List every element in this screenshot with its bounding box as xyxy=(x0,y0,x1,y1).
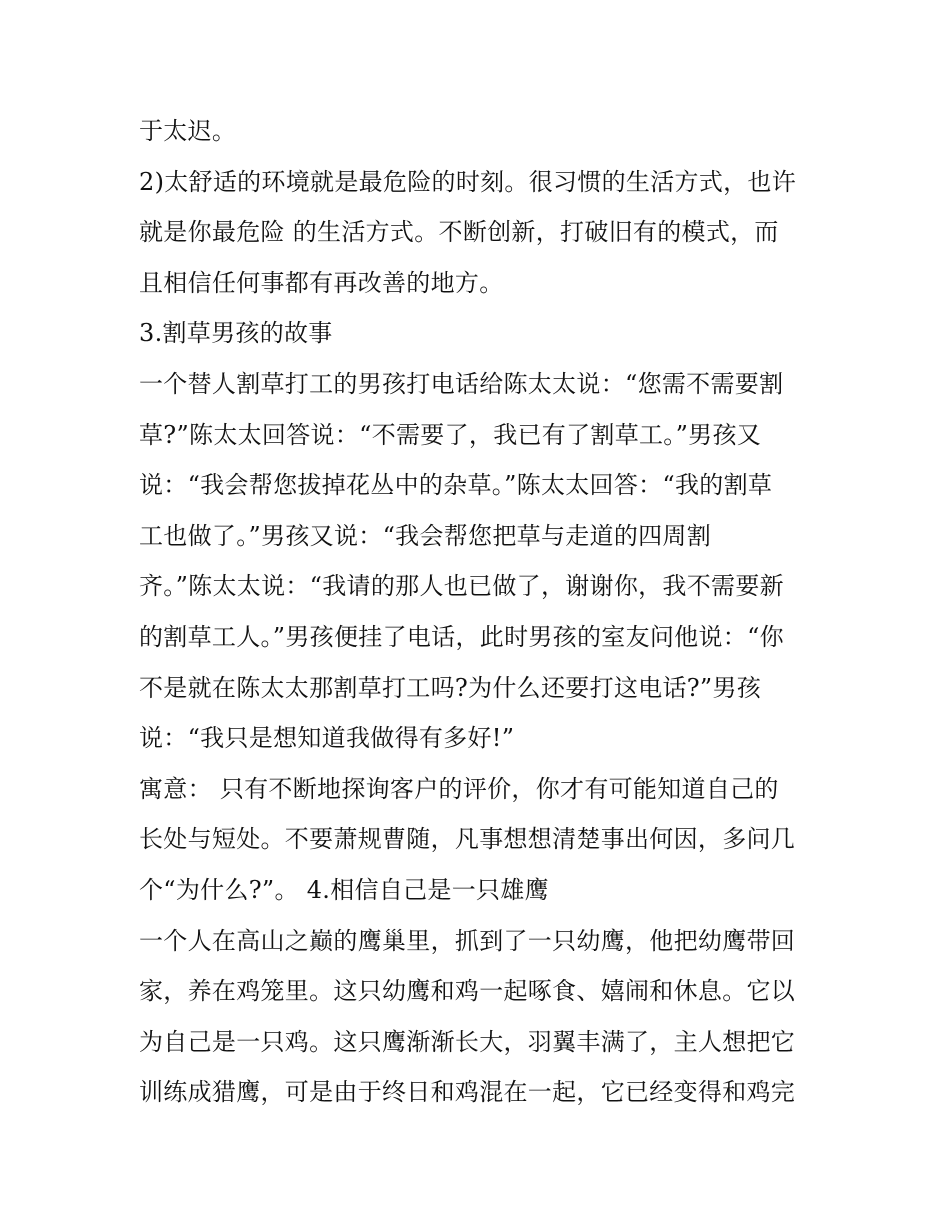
text-line-10: 齐。”陈太太说：“我请的那人也已做了，谢谢你，我不需要新 xyxy=(139,572,784,601)
text-line-13: 说：“我只是想知道我做得有多好!” xyxy=(139,724,515,753)
text-line-11: 的割草工人。”男孩便挂了电话，此时男孩的室友问他说：“你 xyxy=(139,622,784,651)
text-line-14: 寓意： 只有不断地探询客户的评价，你才有可能知道自己的 xyxy=(139,774,779,803)
body-text xyxy=(139,106,829,1118)
text-line-8: 说：“我会帮您拔掉花丛中的杂草。”陈太太回答：“我的割草 xyxy=(139,471,773,500)
section-heading-3: 3.割草男孩的故事 xyxy=(139,319,333,348)
text-line-20: 训练成猎鹰，可是由于终日和鸡混在一起，它已经变得和鸡完 xyxy=(139,1078,796,1107)
text-line-18: 家，养在鸡笼里。这只幼鹰和鸡一起啄食、嬉闹和休息。它以 xyxy=(139,977,796,1006)
text-line-16: 个“为什么?”。 4.相信自己是一只雄鹰 xyxy=(139,875,549,904)
text-line-15: 长处与短处。不要萧规曹随，凡事想想清楚事出何因，多问几 xyxy=(139,825,796,854)
text-line-6: 一个替人割草打工的男孩打电话给陈太太说：“您需不需要割 xyxy=(139,369,784,398)
text-line-7: 草?”陈太太回答说：“不需要了，我已有了割草工。”男孩又 xyxy=(139,420,762,449)
text-line-9: 工也做了。”男孩又说：“我会帮您把草与走道的四周割 xyxy=(139,521,712,550)
text-line-19: 为自己是一只鸡。这只鹰渐渐长大，羽翼丰满了，主人想把它 xyxy=(139,1027,796,1056)
text-line-2: 2)太舒适的环境就是最危险的时刻。很习惯的生活方式，也许 xyxy=(139,167,797,196)
text-line-1: 于太迟。 xyxy=(139,117,237,145)
text-line-17: 一个人在高山之巅的鹰巢里，抓到了一只幼鹰，他把幼鹰带回 xyxy=(139,926,796,955)
text-line-3: 就是你最危险 的生活方式。不断创新，打破旧有的模式，而 xyxy=(139,218,779,247)
text-line-12: 不是就在陈太太那割草打工吗?为什么还要打这电话?”男孩 xyxy=(139,673,762,702)
text-line-4: 且相信任何事都有再改善的地方。 xyxy=(139,268,504,297)
